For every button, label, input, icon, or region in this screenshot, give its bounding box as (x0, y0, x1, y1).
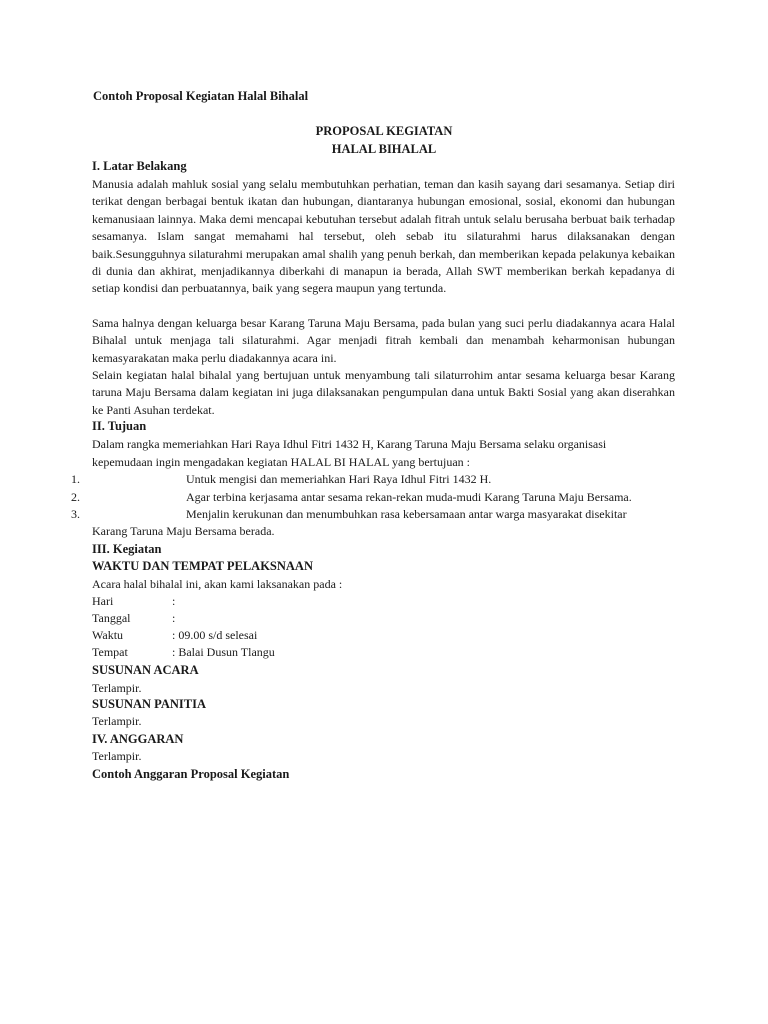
susunan-panitia-text: Terlampir. (92, 714, 142, 728)
section-3-intro: Acara halal bihalal ini, akan kami laksanakan pada : (92, 577, 343, 591)
section-4-heading: IV. ANGGARAN (92, 732, 184, 746)
detail-label-tempat: Tempat (92, 645, 128, 659)
susunan-acara-text: Terlampir. (92, 681, 142, 695)
document-title: Contoh Proposal Kegiatan Halal Bihalal (93, 89, 309, 103)
detail-label-waktu: Waktu (92, 628, 124, 642)
list-item-number: 1. (71, 472, 80, 486)
list-item-text: Agar terbina kerjasama antar sesama rekan-rekan muda-mudi Karang Taruna Maju Bersama. (186, 490, 632, 504)
section-4-text: Terlampir. (92, 749, 142, 763)
section-3-heading: III. Kegiatan (92, 542, 162, 556)
detail-value-hari: : (172, 594, 176, 608)
list-item-text: Menjalin kerukunan dan menumbuhkan rasa kebersamaan antar warga masyarakat disekitar (186, 507, 627, 521)
section-3-subheading: WAKTU DAN TEMPAT PELAKSNAAN (92, 559, 313, 573)
section-1-paragraph-1: Manusia adalah mahluk sosial yang selalu membutuhkan perhatian, teman dan kasih sayang dari sesamanya. Setiap diri terikat dengan berbagai bentuk ikatan dan hubungan, diantaranya hubungan emosional, sosial, ekonomi dan hubungan kemanusiaan lainnya. Maka demi mencapai kebutuhan tersebut adalah fitrah untuk selalu berusaha berbuat baik terhadap sesamanya. Islam sangat memahami hal tersebut, oleh sebab itu silaturahmi harus dilaksanakan dengan baik.Sesungguhnya silaturahmi merupakan amal shalih yang penuh berkah, dan memberikan kepada pelakunya kebaikan di dunia dan akhirat, menjadikannya diberkahi di manapun ia berada, Allah SWT memberikan berkah kepadanya di setiap kondisi dan perbuatannya, baik yang segera maupun yang tertunda. (92, 177, 675, 296)
proposal-heading-2: HALAL BIHALAL (331, 142, 437, 156)
susunan-acara-heading: SUSUNAN ACARA (92, 663, 199, 677)
detail-label-tanggal: Tanggal (92, 611, 131, 625)
proposal-heading-1: PROPOSAL KEGIATAN (315, 124, 453, 138)
susunan-panitia-heading: SUSUNAN PANITIA (92, 697, 207, 711)
section-2-intro-line-2: kepemudaan ingin mengadakan kegiatan HALAL BI HALAL yang bertujuan : (92, 455, 470, 469)
section-2-intro-line-1: Dalam rangka memeriahkan Hari Raya Idhul Fitri 1432 H, Karang Taruna Maju Bersama selaku organisasi (92, 437, 607, 451)
detail-value-waktu: : 09.00 s/d selesai (172, 628, 258, 642)
detail-value-tempat: : Balai Dusun Tlangu (172, 645, 275, 659)
footer-heading: Contoh Anggaran Proposal Kegiatan (92, 767, 290, 781)
list-item-continuation: Karang Taruna Maju Bersama berada. (92, 524, 275, 538)
section-1-paragraph-3: Selain kegiatan halal bihalal yang bertujuan untuk menyambung tali silaturrohim antar sesama keluarga besar Karang taruna Maju Bersama dalam kegiatan ini juga dilaksanakan pengumpulan dana untuk Bakti Sosial yang akan diserahkan ke Panti Asuhan terdekat. (92, 368, 675, 417)
section-1-heading: I. Latar Belakang (92, 159, 187, 173)
list-item-number: 3. (71, 507, 80, 521)
list-item-text: Untuk mengisi dan memeriahkan Hari Raya Idhul Fitri 1432 H. (186, 472, 492, 486)
section-1-paragraph-2: Sama halnya dengan keluarga besar Karang Taruna Maju Bersama, pada bulan yang suci perlu diadakannya acara Halal Bihalal untuk menjaga tali silaturahmi. Agar menjadi fitrah kembali dan menambah keharmonisan hubungan kemasyarakatan maka perlu diadakannya acara ini. (92, 316, 675, 365)
detail-label-hari: Hari (92, 594, 114, 608)
list-item-number: 2. (71, 490, 80, 504)
section-2-heading: II. Tujuan (92, 419, 147, 433)
detail-value-tanggal: : (172, 611, 176, 625)
